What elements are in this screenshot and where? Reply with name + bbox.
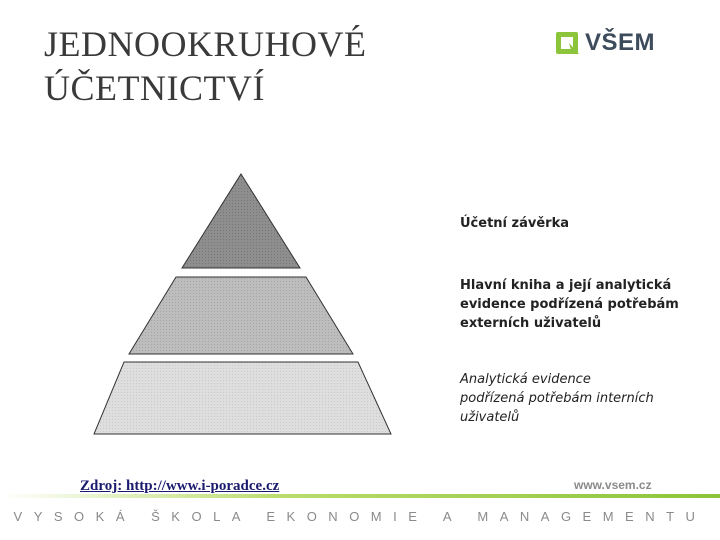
slide-title (44, 22, 366, 110)
label-financial-statements (460, 214, 569, 233)
label-general-ledger-line-3: externích uživatelů (460, 316, 602, 331)
label-general-ledger-line-2: evidence podřízená potřebám (460, 297, 679, 312)
pyramid-top-layer (182, 174, 300, 268)
label-analytical-records-line-3: uživatelů (460, 410, 520, 425)
source-link[interactable]: Zdroj: http://www.i-poradce.cz (80, 478, 280, 494)
title-line-1: JEDNOOKRUHOVÉ (44, 24, 367, 64)
pyramid-middle-layer (129, 277, 353, 354)
vsem-logo (555, 30, 655, 56)
pyramid-bottom-layer (94, 362, 391, 434)
website-label: www.vsem.cz (574, 478, 652, 492)
label-general-ledger (460, 276, 679, 333)
logo-text: VŠEM (585, 29, 656, 56)
label-financial-statements-text: Účetní závěrka (460, 216, 569, 231)
pyramid-figure (88, 164, 680, 454)
label-analytical-records-line-2: podřízená potřebám interních (460, 391, 654, 406)
label-general-ledger-line-1: Hlavní kniha a její analytická (460, 278, 672, 293)
school-name-footer: VYSOKÁ ŠKOLA EKONOMIE A MANAGEMENTU (13, 509, 707, 524)
vsem-logo-icon (555, 30, 581, 56)
label-analytical-records-line-1: Analytická evidence (460, 372, 591, 387)
label-analytical-records (460, 370, 654, 427)
title-line-2: ÚČETNICTVÍ (44, 68, 265, 108)
